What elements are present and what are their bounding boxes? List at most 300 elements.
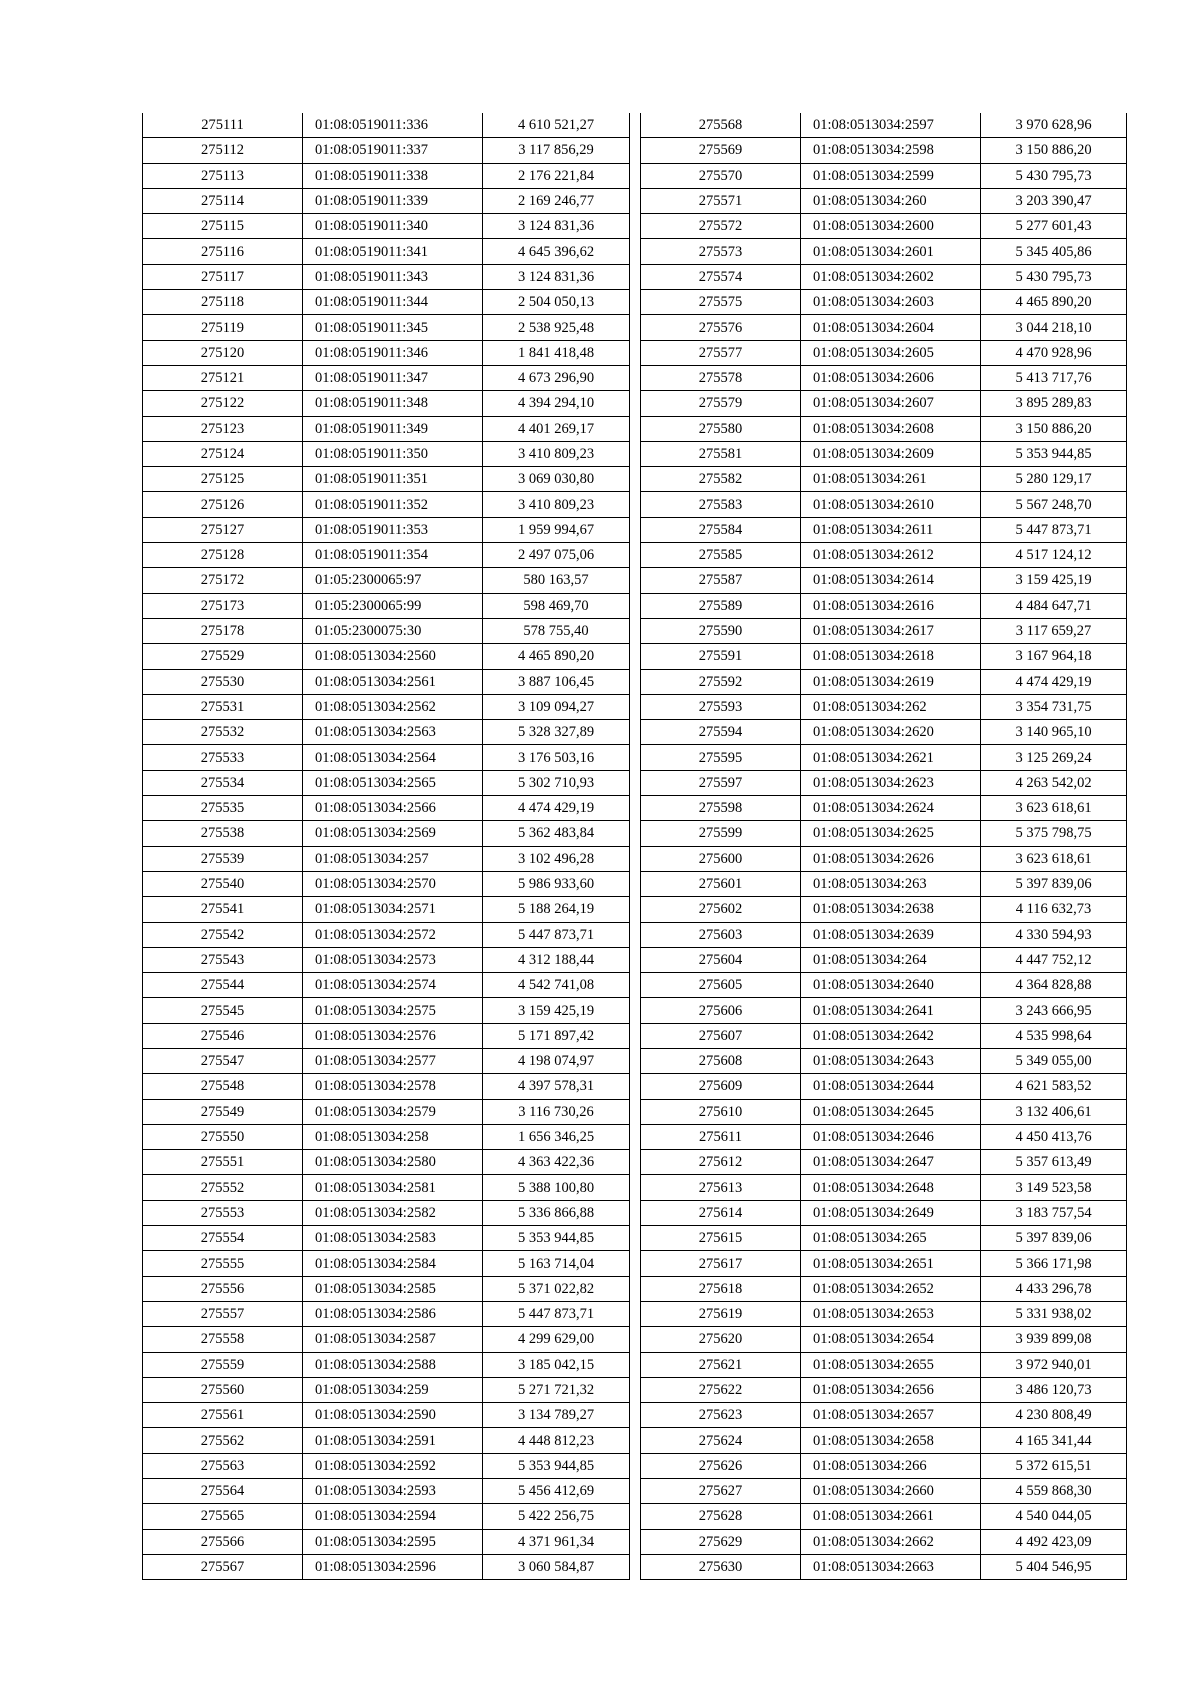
row-number-cell: 275549 bbox=[143, 1099, 303, 1124]
row-number-cell: 275584 bbox=[641, 517, 801, 542]
table-row bbox=[641, 416, 1127, 441]
value-cell: 4 433 296,78 bbox=[981, 1276, 1127, 1301]
value-cell: 3 623 618,61 bbox=[981, 846, 1127, 871]
row-number-cell: 275561 bbox=[143, 1403, 303, 1428]
table-row bbox=[143, 1200, 630, 1225]
cadastral-number-cell: 01:08:0513034:2658 bbox=[801, 1428, 981, 1453]
cadastral-number-cell: 01:05:2300065:99 bbox=[303, 593, 483, 618]
row-number-cell: 275178 bbox=[143, 618, 303, 643]
value-cell: 5 422 256,75 bbox=[483, 1504, 630, 1529]
value-cell: 580 163,57 bbox=[483, 568, 630, 593]
cadastral-number-cell: 01:08:0513034:2625 bbox=[801, 821, 981, 846]
cadastral-number-cell: 01:08:0513034:2611 bbox=[801, 517, 981, 542]
row-number-cell: 275559 bbox=[143, 1352, 303, 1377]
cadastral-number-cell: 01:08:0513034:2574 bbox=[303, 973, 483, 998]
row-number-cell: 275570 bbox=[641, 163, 801, 188]
table-row bbox=[641, 1377, 1127, 1402]
value-cell: 3 939 899,08 bbox=[981, 1327, 1127, 1352]
row-number-cell: 275602 bbox=[641, 897, 801, 922]
cadastral-number-cell: 01:08:0513034:264 bbox=[801, 947, 981, 972]
value-cell: 4 116 632,73 bbox=[981, 897, 1127, 922]
row-number-cell: 275558 bbox=[143, 1327, 303, 1352]
row-number-cell: 275545 bbox=[143, 998, 303, 1023]
cadastral-number-cell: 01:08:0513034:2652 bbox=[801, 1276, 981, 1301]
right-table-body bbox=[641, 113, 1127, 1580]
row-number-cell: 275619 bbox=[641, 1301, 801, 1326]
row-number-cell: 275615 bbox=[641, 1226, 801, 1251]
table-row bbox=[641, 897, 1127, 922]
row-number-cell: 275173 bbox=[143, 593, 303, 618]
value-cell: 5 372 615,51 bbox=[981, 1453, 1127, 1478]
table-row bbox=[641, 1529, 1127, 1554]
row-number-cell: 275172 bbox=[143, 568, 303, 593]
row-number-cell: 275601 bbox=[641, 871, 801, 896]
cadastral-number-cell: 01:08:0513034:2649 bbox=[801, 1200, 981, 1225]
cadastral-number-cell: 01:08:0513034:2598 bbox=[801, 138, 981, 163]
cadastral-number-cell: 01:08:0513034:2587 bbox=[303, 1327, 483, 1352]
value-cell: 578 755,40 bbox=[483, 618, 630, 643]
cadastral-number-cell: 01:08:0513034:260 bbox=[801, 188, 981, 213]
row-number-cell: 275577 bbox=[641, 340, 801, 365]
row-number-cell: 275620 bbox=[641, 1327, 801, 1352]
value-cell: 4 263 542,02 bbox=[981, 770, 1127, 795]
table-row bbox=[641, 1479, 1127, 1504]
cadastral-number-cell: 01:08:0513034:2605 bbox=[801, 340, 981, 365]
cadastral-number-cell: 01:08:0513034:2624 bbox=[801, 796, 981, 821]
value-cell: 5 345 405,86 bbox=[981, 239, 1127, 264]
cadastral-number-cell: 01:08:0513034:2645 bbox=[801, 1099, 981, 1124]
cadastral-number-cell: 01:08:0513034:2561 bbox=[303, 669, 483, 694]
table-row bbox=[143, 618, 630, 643]
value-cell: 4 542 741,08 bbox=[483, 973, 630, 998]
table-row bbox=[641, 340, 1127, 365]
table-row bbox=[641, 1150, 1127, 1175]
value-cell: 5 366 171,98 bbox=[981, 1251, 1127, 1276]
left-table-body bbox=[143, 113, 630, 1580]
table-row bbox=[641, 568, 1127, 593]
table-row bbox=[143, 922, 630, 947]
table-row bbox=[143, 1327, 630, 1352]
row-number-cell: 275613 bbox=[641, 1175, 801, 1200]
row-number-cell: 275578 bbox=[641, 365, 801, 390]
value-cell: 3 044 218,10 bbox=[981, 315, 1127, 340]
value-cell: 4 330 594,93 bbox=[981, 922, 1127, 947]
cadastral-number-cell: 01:08:0519011:347 bbox=[303, 365, 483, 390]
table-row bbox=[143, 365, 630, 390]
cadastral-number-cell: 01:08:0513034:2654 bbox=[801, 1327, 981, 1352]
table-row bbox=[641, 188, 1127, 213]
table-row bbox=[143, 1023, 630, 1048]
row-number-cell: 275608 bbox=[641, 1048, 801, 1073]
table-row bbox=[143, 517, 630, 542]
row-number-cell: 275623 bbox=[641, 1403, 801, 1428]
value-cell: 4 364 828,88 bbox=[981, 973, 1127, 998]
table-row bbox=[641, 618, 1127, 643]
table-row bbox=[143, 214, 630, 239]
table-row bbox=[143, 1529, 630, 1554]
value-cell: 3 125 269,24 bbox=[981, 745, 1127, 770]
row-number-cell: 275547 bbox=[143, 1048, 303, 1073]
table-row bbox=[641, 517, 1127, 542]
cadastral-number-cell: 01:08:0513034:2582 bbox=[303, 1200, 483, 1225]
value-cell: 5 353 944,85 bbox=[483, 1453, 630, 1478]
value-cell: 3 410 809,23 bbox=[483, 441, 630, 466]
row-number-cell: 275538 bbox=[143, 821, 303, 846]
row-number-cell: 275114 bbox=[143, 188, 303, 213]
row-number-cell: 275113 bbox=[143, 163, 303, 188]
value-cell: 4 484 647,71 bbox=[981, 593, 1127, 618]
row-number-cell: 275121 bbox=[143, 365, 303, 390]
row-number-cell: 275603 bbox=[641, 922, 801, 947]
value-cell: 3 102 496,28 bbox=[483, 846, 630, 871]
table-row bbox=[641, 922, 1127, 947]
value-cell: 5 404 546,95 bbox=[981, 1554, 1127, 1579]
cadastral-number-cell: 01:08:0513034:2616 bbox=[801, 593, 981, 618]
row-number-cell: 275553 bbox=[143, 1200, 303, 1225]
row-number-cell: 275529 bbox=[143, 644, 303, 669]
row-number-cell: 275546 bbox=[143, 1023, 303, 1048]
table-row bbox=[641, 1099, 1127, 1124]
table-row bbox=[641, 846, 1127, 871]
cadastral-number-cell: 01:08:0513034:266 bbox=[801, 1453, 981, 1478]
cadastral-number-cell: 01:08:0513034:2588 bbox=[303, 1352, 483, 1377]
value-cell: 5 986 933,60 bbox=[483, 871, 630, 896]
value-cell: 5 328 327,89 bbox=[483, 720, 630, 745]
row-number-cell: 275115 bbox=[143, 214, 303, 239]
cadastral-number-cell: 01:08:0513034:261 bbox=[801, 467, 981, 492]
value-cell: 4 465 890,20 bbox=[981, 290, 1127, 315]
cadastral-number-cell: 01:08:0513034:2647 bbox=[801, 1150, 981, 1175]
cadastral-number-cell: 01:08:0513034:2565 bbox=[303, 770, 483, 795]
table-row bbox=[641, 1453, 1127, 1478]
row-number-cell: 275587 bbox=[641, 568, 801, 593]
value-cell: 5 567 248,70 bbox=[981, 492, 1127, 517]
row-number-cell: 275580 bbox=[641, 416, 801, 441]
cadastral-number-cell: 01:08:0513034:2603 bbox=[801, 290, 981, 315]
value-cell: 4 397 578,31 bbox=[483, 1074, 630, 1099]
table-row bbox=[143, 1479, 630, 1504]
table-row bbox=[641, 1301, 1127, 1326]
table-row bbox=[143, 1301, 630, 1326]
table-row bbox=[641, 1251, 1127, 1276]
value-cell: 4 559 868,30 bbox=[981, 1479, 1127, 1504]
value-cell: 5 388 100,80 bbox=[483, 1175, 630, 1200]
cadastral-number-cell: 01:08:0513034:2578 bbox=[303, 1074, 483, 1099]
cadastral-number-cell: 01:08:0513034:2660 bbox=[801, 1479, 981, 1504]
value-cell: 4 645 396,62 bbox=[483, 239, 630, 264]
row-number-cell: 275566 bbox=[143, 1529, 303, 1554]
cadastral-number-cell: 01:08:0513034:2626 bbox=[801, 846, 981, 871]
right-parcel-table bbox=[640, 113, 1127, 1580]
row-number-cell: 275600 bbox=[641, 846, 801, 871]
cadastral-number-cell: 01:08:0513034:2662 bbox=[801, 1529, 981, 1554]
row-number-cell: 275124 bbox=[143, 441, 303, 466]
cadastral-number-cell: 01:08:0513034:265 bbox=[801, 1226, 981, 1251]
value-cell: 3 149 523,58 bbox=[981, 1175, 1127, 1200]
value-cell: 4 165 341,44 bbox=[981, 1428, 1127, 1453]
table-row bbox=[641, 1023, 1127, 1048]
value-cell: 5 188 264,19 bbox=[483, 897, 630, 922]
table-row bbox=[143, 1124, 630, 1149]
table-row bbox=[143, 1150, 630, 1175]
row-number-cell: 275575 bbox=[641, 290, 801, 315]
cadastral-number-cell: 01:08:0513034:2663 bbox=[801, 1554, 981, 1579]
value-cell: 2 169 246,77 bbox=[483, 188, 630, 213]
value-cell: 5 353 944,85 bbox=[981, 441, 1127, 466]
cadastral-number-cell: 01:08:0519011:338 bbox=[303, 163, 483, 188]
cadastral-number-cell: 01:08:0513034:2591 bbox=[303, 1428, 483, 1453]
table-row bbox=[143, 391, 630, 416]
row-number-cell: 275604 bbox=[641, 947, 801, 972]
cadastral-number-cell: 01:08:0513034:2562 bbox=[303, 694, 483, 719]
cadastral-number-cell: 01:08:0513034:2612 bbox=[801, 543, 981, 568]
value-cell: 2 176 221,84 bbox=[483, 163, 630, 188]
value-cell: 5 430 795,73 bbox=[981, 264, 1127, 289]
table-row bbox=[143, 1251, 630, 1276]
cadastral-number-cell: 01:08:0513034:2596 bbox=[303, 1554, 483, 1579]
value-cell: 5 430 795,73 bbox=[981, 163, 1127, 188]
row-number-cell: 275548 bbox=[143, 1074, 303, 1099]
table-row bbox=[143, 1099, 630, 1124]
table-row bbox=[143, 1453, 630, 1478]
value-cell: 5 397 839,06 bbox=[981, 1226, 1127, 1251]
cadastral-number-cell: 01:08:0513034:258 bbox=[303, 1124, 483, 1149]
row-number-cell: 275571 bbox=[641, 188, 801, 213]
table-row bbox=[143, 593, 630, 618]
value-cell: 3 895 289,83 bbox=[981, 391, 1127, 416]
cadastral-number-cell: 01:08:0513034:2617 bbox=[801, 618, 981, 643]
cadastral-number-cell: 01:08:0513034:2601 bbox=[801, 239, 981, 264]
value-cell: 5 357 613,49 bbox=[981, 1150, 1127, 1175]
value-cell: 4 230 808,49 bbox=[981, 1403, 1127, 1428]
value-cell: 4 299 629,00 bbox=[483, 1327, 630, 1352]
value-cell: 5 362 483,84 bbox=[483, 821, 630, 846]
row-number-cell: 275624 bbox=[641, 1428, 801, 1453]
cadastral-number-cell: 01:08:0513034:2579 bbox=[303, 1099, 483, 1124]
value-cell: 4 448 812,23 bbox=[483, 1428, 630, 1453]
table-row bbox=[143, 846, 630, 871]
table-row bbox=[143, 669, 630, 694]
table-row bbox=[641, 264, 1127, 289]
row-number-cell: 275119 bbox=[143, 315, 303, 340]
row-number-cell: 275123 bbox=[143, 416, 303, 441]
row-number-cell: 275592 bbox=[641, 669, 801, 694]
value-cell: 4 492 423,09 bbox=[981, 1529, 1127, 1554]
row-number-cell: 275533 bbox=[143, 745, 303, 770]
cadastral-number-cell: 01:08:0513034:2594 bbox=[303, 1504, 483, 1529]
row-number-cell: 275531 bbox=[143, 694, 303, 719]
cadastral-number-cell: 01:08:0513034:2653 bbox=[801, 1301, 981, 1326]
cadastral-number-cell: 01:08:0513034:2656 bbox=[801, 1377, 981, 1402]
row-number-cell: 275111 bbox=[143, 113, 303, 138]
cadastral-number-cell: 01:08:0513034:2614 bbox=[801, 568, 981, 593]
cadastral-number-cell: 01:08:0513034:2609 bbox=[801, 441, 981, 466]
row-number-cell: 275609 bbox=[641, 1074, 801, 1099]
table-row bbox=[143, 441, 630, 466]
value-cell: 3 972 940,01 bbox=[981, 1352, 1127, 1377]
value-cell: 3 150 886,20 bbox=[981, 416, 1127, 441]
value-cell: 4 673 296,90 bbox=[483, 365, 630, 390]
value-cell: 5 413 717,76 bbox=[981, 365, 1127, 390]
cadastral-number-cell: 01:08:0519011:352 bbox=[303, 492, 483, 517]
row-number-cell: 275598 bbox=[641, 796, 801, 821]
table-row bbox=[143, 1074, 630, 1099]
value-cell: 4 371 961,34 bbox=[483, 1529, 630, 1554]
row-number-cell: 275593 bbox=[641, 694, 801, 719]
cadastral-number-cell: 01:08:0513034:2621 bbox=[801, 745, 981, 770]
cadastral-number-cell: 01:08:0513034:2592 bbox=[303, 1453, 483, 1478]
table-row bbox=[143, 720, 630, 745]
value-cell: 2 497 075,06 bbox=[483, 543, 630, 568]
value-cell: 3 116 730,26 bbox=[483, 1099, 630, 1124]
cadastral-number-cell: 01:08:0513034:2661 bbox=[801, 1504, 981, 1529]
table-row bbox=[641, 694, 1127, 719]
cadastral-number-cell: 01:08:0513034:2566 bbox=[303, 796, 483, 821]
cadastral-number-cell: 01:08:0519011:349 bbox=[303, 416, 483, 441]
table-row bbox=[641, 163, 1127, 188]
cadastral-number-cell: 01:08:0513034:2646 bbox=[801, 1124, 981, 1149]
row-number-cell: 275618 bbox=[641, 1276, 801, 1301]
row-number-cell: 275543 bbox=[143, 947, 303, 972]
table-row bbox=[641, 492, 1127, 517]
value-cell: 4 517 124,12 bbox=[981, 543, 1127, 568]
cadastral-number-cell: 01:08:0513034:2597 bbox=[801, 113, 981, 138]
value-cell: 3 203 390,47 bbox=[981, 188, 1127, 213]
value-cell: 3 159 425,19 bbox=[981, 568, 1127, 593]
table-row bbox=[641, 315, 1127, 340]
value-cell: 3 887 106,45 bbox=[483, 669, 630, 694]
table-row bbox=[143, 1428, 630, 1453]
table-row bbox=[641, 1428, 1127, 1453]
value-cell: 3 124 831,36 bbox=[483, 214, 630, 239]
value-cell: 2 504 050,13 bbox=[483, 290, 630, 315]
cadastral-number-cell: 01:08:0513034:2608 bbox=[801, 416, 981, 441]
cadastral-number-cell: 01:08:0513034:2593 bbox=[303, 1479, 483, 1504]
cadastral-number-cell: 01:08:0513034:2600 bbox=[801, 214, 981, 239]
table-row bbox=[143, 1504, 630, 1529]
row-number-cell: 275629 bbox=[641, 1529, 801, 1554]
row-number-cell: 275590 bbox=[641, 618, 801, 643]
value-cell: 4 621 583,52 bbox=[981, 1074, 1127, 1099]
value-cell: 4 447 752,12 bbox=[981, 947, 1127, 972]
table-row bbox=[143, 796, 630, 821]
value-cell: 4 540 044,05 bbox=[981, 1504, 1127, 1529]
value-cell: 3 159 425,19 bbox=[483, 998, 630, 1023]
row-number-cell: 275607 bbox=[641, 1023, 801, 1048]
table-row bbox=[641, 998, 1127, 1023]
value-cell: 3 176 503,16 bbox=[483, 745, 630, 770]
cadastral-number-cell: 01:08:0513034:2643 bbox=[801, 1048, 981, 1073]
cadastral-number-cell: 01:08:0513034:2573 bbox=[303, 947, 483, 972]
cadastral-number-cell: 01:08:0513034:2638 bbox=[801, 897, 981, 922]
value-cell: 4 474 429,19 bbox=[981, 669, 1127, 694]
cadastral-number-cell: 01:08:0519011:350 bbox=[303, 441, 483, 466]
table-row bbox=[641, 1327, 1127, 1352]
value-cell: 5 331 938,02 bbox=[981, 1301, 1127, 1326]
value-cell: 1 656 346,25 bbox=[483, 1124, 630, 1149]
value-cell: 3 970 628,96 bbox=[981, 113, 1127, 138]
table-row bbox=[641, 1226, 1127, 1251]
value-cell: 5 447 873,71 bbox=[483, 922, 630, 947]
value-cell: 4 312 188,44 bbox=[483, 947, 630, 972]
value-cell: 1 959 994,67 bbox=[483, 517, 630, 542]
cadastral-number-cell: 01:08:0513034:2576 bbox=[303, 1023, 483, 1048]
row-number-cell: 275597 bbox=[641, 770, 801, 795]
cadastral-number-cell: 01:08:0519011:351 bbox=[303, 467, 483, 492]
table-row bbox=[641, 214, 1127, 239]
cadastral-number-cell: 01:08:0519011:348 bbox=[303, 391, 483, 416]
value-cell: 4 610 521,27 bbox=[483, 113, 630, 138]
row-number-cell: 275621 bbox=[641, 1352, 801, 1377]
value-cell: 3 354 731,75 bbox=[981, 694, 1127, 719]
cadastral-number-cell: 01:08:0513034:257 bbox=[303, 846, 483, 871]
row-number-cell: 275539 bbox=[143, 846, 303, 871]
table-row bbox=[143, 163, 630, 188]
value-cell: 1 841 418,48 bbox=[483, 340, 630, 365]
cadastral-number-cell: 01:08:0513034:2606 bbox=[801, 365, 981, 390]
value-cell: 4 198 074,97 bbox=[483, 1048, 630, 1073]
left-parcel-table bbox=[142, 113, 630, 1580]
table-row bbox=[143, 998, 630, 1023]
row-number-cell: 275127 bbox=[143, 517, 303, 542]
table-row bbox=[143, 113, 630, 138]
table-row bbox=[641, 871, 1127, 896]
value-cell: 5 336 866,88 bbox=[483, 1200, 630, 1225]
table-row bbox=[143, 290, 630, 315]
value-cell: 5 353 944,85 bbox=[483, 1226, 630, 1251]
cadastral-number-cell: 01:08:0513034:259 bbox=[303, 1377, 483, 1402]
row-number-cell: 275551 bbox=[143, 1150, 303, 1175]
cadastral-number-cell: 01:08:0513034:2563 bbox=[303, 720, 483, 745]
row-number-cell: 275565 bbox=[143, 1504, 303, 1529]
table-row bbox=[641, 290, 1127, 315]
row-number-cell: 275550 bbox=[143, 1124, 303, 1149]
cadastral-number-cell: 01:08:0513034:2651 bbox=[801, 1251, 981, 1276]
row-number-cell: 275589 bbox=[641, 593, 801, 618]
table-row bbox=[143, 821, 630, 846]
cadastral-number-cell: 01:08:0519011:340 bbox=[303, 214, 483, 239]
cadastral-number-cell: 01:08:0519011:339 bbox=[303, 188, 483, 213]
value-cell: 3 134 789,27 bbox=[483, 1403, 630, 1428]
row-number-cell: 275585 bbox=[641, 543, 801, 568]
row-number-cell: 275579 bbox=[641, 391, 801, 416]
row-number-cell: 275573 bbox=[641, 239, 801, 264]
table-row bbox=[143, 745, 630, 770]
value-cell: 3 124 831,36 bbox=[483, 264, 630, 289]
table-row bbox=[143, 1554, 630, 1579]
table-row bbox=[641, 720, 1127, 745]
cadastral-number-cell: 01:08:0513034:2644 bbox=[801, 1074, 981, 1099]
row-number-cell: 275126 bbox=[143, 492, 303, 517]
cadastral-number-cell: 01:08:0513034:2602 bbox=[801, 264, 981, 289]
cadastral-number-cell: 01:08:0513034:2560 bbox=[303, 644, 483, 669]
value-cell: 4 535 998,64 bbox=[981, 1023, 1127, 1048]
cadastral-number-cell: 01:08:0513034:2569 bbox=[303, 821, 483, 846]
table-row bbox=[641, 239, 1127, 264]
table-row bbox=[641, 821, 1127, 846]
row-number-cell: 275617 bbox=[641, 1251, 801, 1276]
table-row bbox=[641, 973, 1127, 998]
cadastral-number-cell: 01:08:0513034:2655 bbox=[801, 1352, 981, 1377]
cadastral-number-cell: 01:08:0519011:353 bbox=[303, 517, 483, 542]
row-number-cell: 275122 bbox=[143, 391, 303, 416]
row-number-cell: 275606 bbox=[641, 998, 801, 1023]
table-row bbox=[143, 416, 630, 441]
table-row bbox=[143, 1377, 630, 1402]
table-row bbox=[641, 947, 1127, 972]
cadastral-number-cell: 01:08:0513034:2572 bbox=[303, 922, 483, 947]
table-row bbox=[641, 796, 1127, 821]
